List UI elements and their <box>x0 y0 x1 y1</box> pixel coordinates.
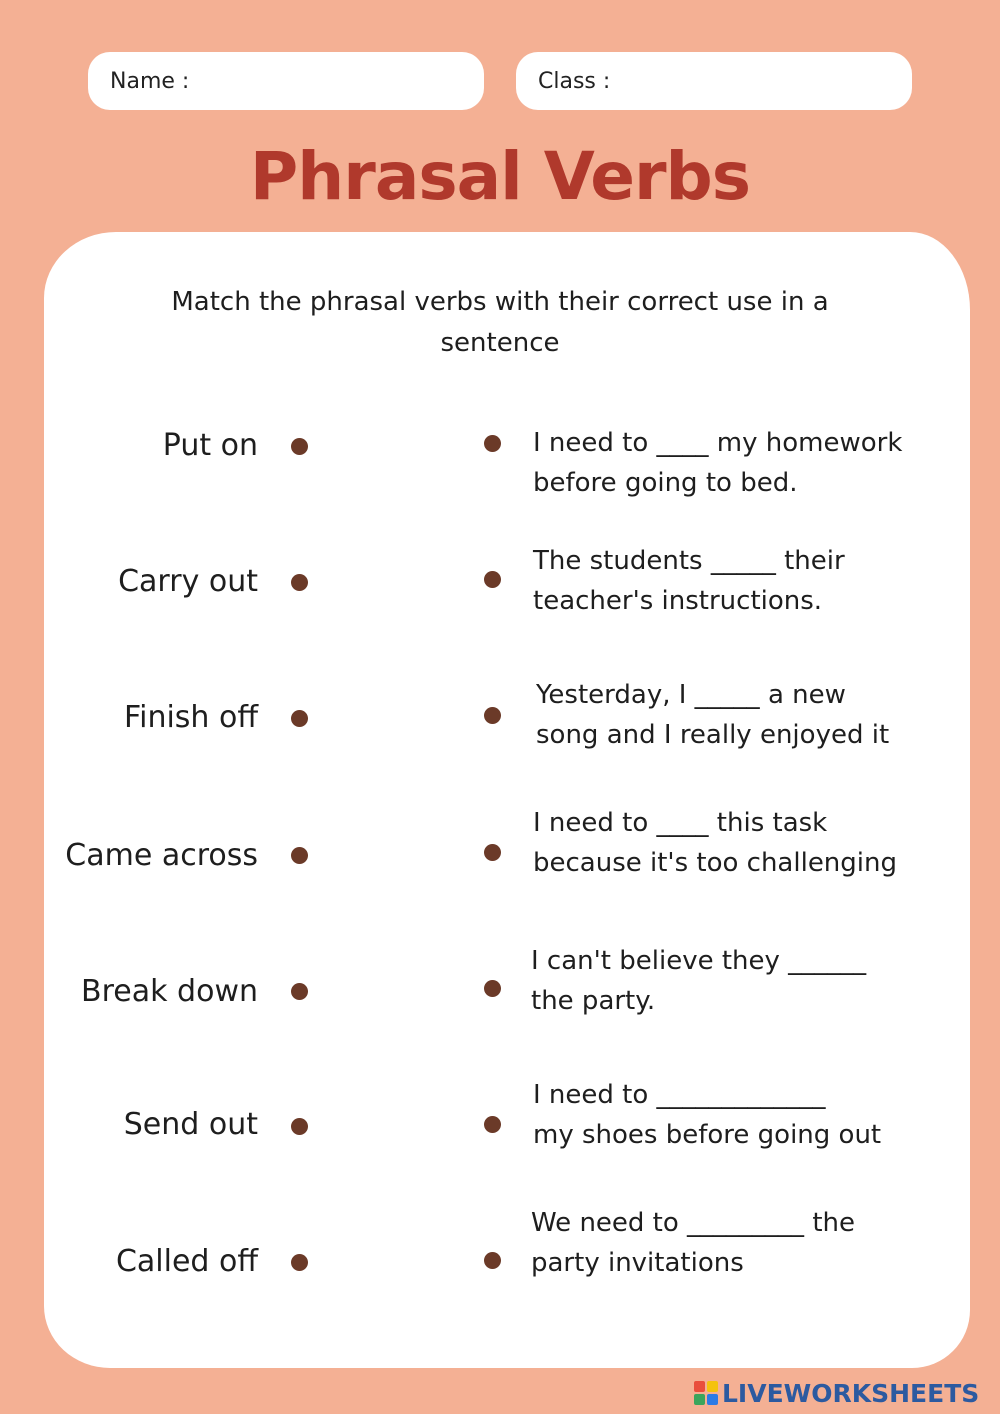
verb-item: Break down <box>81 974 258 1009</box>
sentence-line: Yesterday, I _____ a new <box>536 680 846 710</box>
verb-item: Put on <box>162 428 258 463</box>
logo-square-green <box>694 1394 705 1405</box>
sentence-line: We need to _________ the <box>531 1208 855 1238</box>
sentence-line: the party. <box>531 986 656 1016</box>
class-label: Class : <box>538 68 611 94</box>
name-label: Name : <box>110 68 190 94</box>
sentence-item <box>533 803 933 883</box>
sentence-item <box>533 423 933 503</box>
sentence-line: because it's too challenging <box>533 848 897 878</box>
sentence-match-dot[interactable] <box>484 1252 501 1269</box>
verb-match-dot[interactable] <box>291 574 308 591</box>
sentence-match-dot[interactable] <box>484 435 501 452</box>
sentence-item <box>531 941 931 1021</box>
verb-item: Finish off <box>124 700 258 735</box>
sentence-line: I need to ____ my homework <box>533 428 903 458</box>
verb-item: Carry out <box>118 564 258 599</box>
sentence-match-dot[interactable] <box>484 844 501 861</box>
sentence-line: The students _____ their <box>533 546 845 576</box>
sentence-line: I need to _____________ <box>533 1080 826 1110</box>
sentence-line: before going to bed. <box>533 468 798 498</box>
worksheet-card <box>44 232 970 1368</box>
sentence-line: song and I really enjoyed it <box>536 720 890 750</box>
sentence-match-dot[interactable] <box>484 980 501 997</box>
name-field[interactable] <box>88 52 484 110</box>
sentence-match-dot[interactable] <box>484 707 501 724</box>
logo-square-red <box>694 1381 705 1392</box>
verb-match-dot[interactable] <box>291 847 308 864</box>
instructions-text: Match the phrasal verbs with their correct use in a sentence <box>171 287 829 358</box>
verb-match-dot[interactable] <box>291 983 308 1000</box>
sentence-line: party invitations <box>531 1248 744 1278</box>
sentence-item <box>531 1203 931 1283</box>
logo-square-blue <box>707 1394 718 1405</box>
sentence-line: my shoes before going out <box>533 1120 882 1150</box>
page-title: Phrasal Verbs <box>249 138 751 215</box>
sentence-line: teacher's instructions. <box>533 586 823 616</box>
class-field[interactable] <box>516 52 912 110</box>
liveworksheets-brand <box>694 1378 979 1408</box>
verb-match-dot[interactable] <box>291 710 308 727</box>
sentence-line: I need to ____ this task <box>533 808 828 838</box>
logo-square-yellow <box>707 1381 718 1392</box>
verb-item: Came across <box>65 838 258 873</box>
sentence-match-dot[interactable] <box>484 1116 501 1133</box>
verb-match-dot[interactable] <box>291 1254 308 1271</box>
verb-match-dot[interactable] <box>291 1118 308 1135</box>
verb-item: Send out <box>123 1107 258 1142</box>
sentence-line: I can't believe they ______ <box>531 946 867 976</box>
sentence-item <box>533 541 933 621</box>
liveworksheets-logo-icon <box>694 1381 718 1405</box>
verb-match-dot[interactable] <box>291 438 308 455</box>
sentence-item <box>536 675 936 755</box>
sentence-item <box>533 1075 933 1155</box>
verb-item: Called off <box>115 1244 258 1279</box>
sentence-match-dot[interactable] <box>484 571 501 588</box>
liveworksheets-wordmark: LIVEWORKSHEETS <box>722 1378 980 1408</box>
